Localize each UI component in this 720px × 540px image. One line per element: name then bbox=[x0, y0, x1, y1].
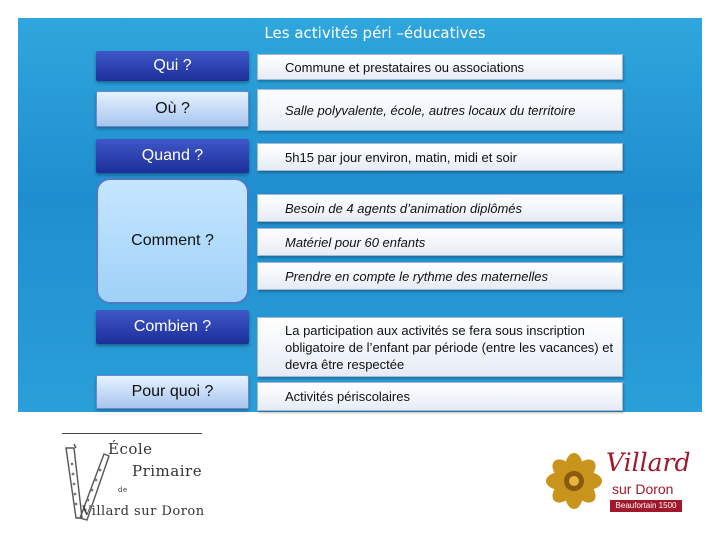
school-name-line2: Primaire bbox=[132, 462, 203, 480]
school-name-line3: de bbox=[118, 486, 128, 494]
label-comment: Comment ? bbox=[96, 178, 249, 304]
value-combien: La participation aux activités se fera sous inscription obligatoire de l’enfant par période (entre les vacances) et devra être respectée bbox=[257, 317, 623, 377]
value-comment-3: Prendre en compte le rythme des maternelles bbox=[257, 262, 623, 290]
value-quand: 5h15 par jour environ, matin, midi et soir bbox=[257, 143, 623, 171]
value-qui: Commune et prestataires ou associations bbox=[257, 54, 623, 80]
flower-icon bbox=[546, 450, 602, 512]
label-quand: Quand ? bbox=[96, 139, 249, 173]
village-tagline: Beaufortain 1500 bbox=[610, 500, 682, 512]
value-pour-quoi: Activités périscolaires bbox=[257, 382, 623, 411]
label-pour-quoi: Pour quoi ? bbox=[96, 375, 249, 409]
village-logo bbox=[546, 448, 691, 514]
label-qui: Qui ? bbox=[96, 51, 249, 81]
value-comment-1: Besoin de 4 agents d’animation diplômés bbox=[257, 194, 623, 222]
school-name-line4: Villard sur Doron bbox=[82, 504, 205, 519]
value-ou: Salle polyvalente, école, autres locaux du territoire bbox=[257, 89, 623, 131]
value-comment-2: Matériel pour 60 enfants bbox=[257, 228, 623, 256]
label-ou: Où ? bbox=[96, 91, 249, 127]
village-name: Villard bbox=[606, 448, 691, 477]
logo-divider bbox=[62, 433, 202, 434]
village-subname: sur Doron bbox=[612, 481, 674, 497]
school-name-line1: École bbox=[108, 440, 153, 458]
slide-title: Les activités péri –éducatives bbox=[264, 24, 486, 42]
school-logo bbox=[60, 436, 210, 526]
label-combien: Combien ? bbox=[96, 310, 249, 344]
